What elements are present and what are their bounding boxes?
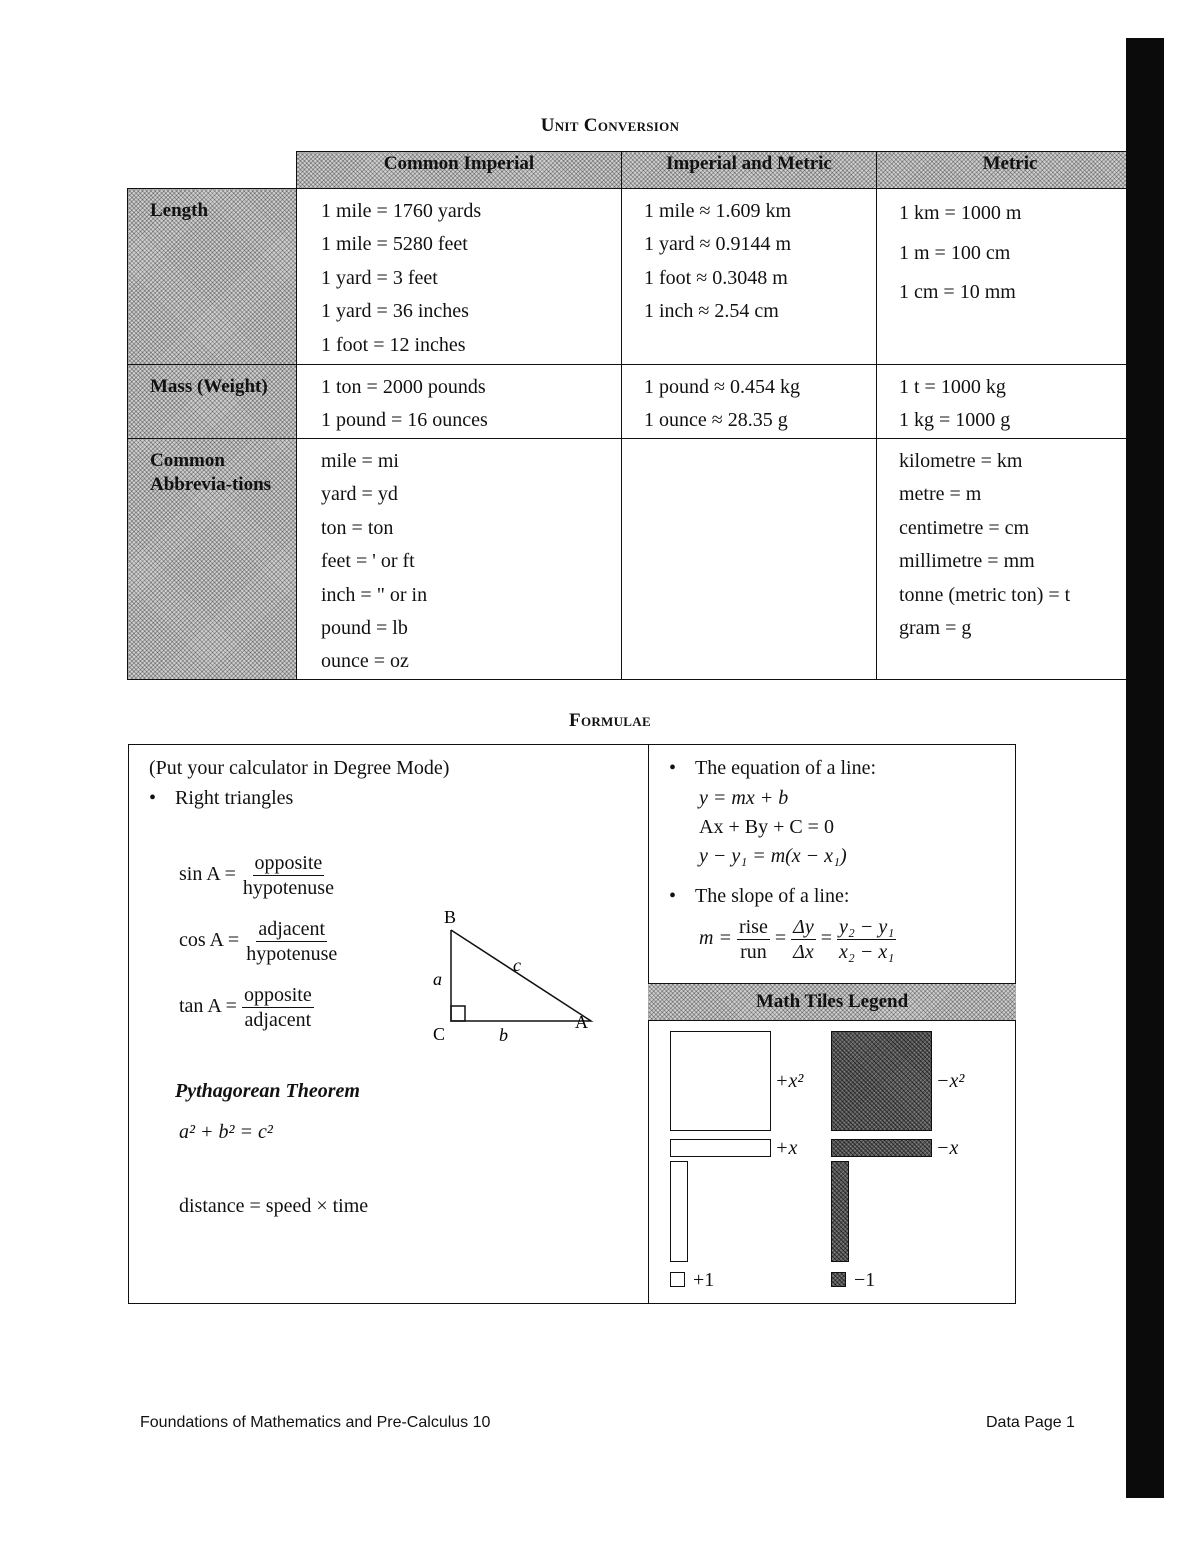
tan-lhs: tan A =: [179, 995, 237, 1018]
side-c-label: c: [513, 955, 521, 975]
pythagorean-formula: a² + b² = c²: [179, 1121, 273, 1143]
formulae-divider: [648, 745, 649, 1303]
sin-denominator: hypotenuse: [242, 877, 334, 899]
slope-fraction-points: [837, 915, 896, 964]
label-one-negative: −1: [854, 1269, 876, 1291]
slope-title: • The slope of a line:: [695, 885, 849, 908]
unit-conversion-table: [127, 151, 1144, 680]
right-triangles-label: • Right triangles: [175, 787, 293, 810]
vertex-a-label: A: [575, 1012, 588, 1032]
sin-fraction: [241, 851, 336, 900]
slope-run: run: [740, 941, 767, 963]
unit-conversion-title: Unit Conversion: [540, 115, 680, 136]
list-item: 1 yard = 3 feet: [321, 266, 438, 289]
slope-formula: [699, 915, 896, 964]
list-item: 1 mile = 5280 feet: [321, 233, 468, 256]
tile-x-negative-vertical: [831, 1161, 849, 1262]
line-eq-slope-intercept: y = mx + b: [699, 787, 789, 809]
cell-mass-imperial-metric: [622, 365, 877, 439]
row-label-mass: Mass (Weight): [128, 365, 297, 439]
list-item: feet = ' or ft: [321, 550, 415, 573]
slope-delta-y: Δy: [793, 916, 814, 938]
table-row-abbreviations: [128, 439, 1144, 680]
list-item: 1 km = 1000 m: [899, 202, 1022, 224]
cell-abbrev-imperial: [297, 439, 622, 680]
row-label-length: Length: [128, 189, 297, 365]
list-item: ton = ton: [321, 516, 394, 539]
slope-x-diff: x₂ − x₁: [839, 941, 895, 963]
slope-lhs: m =: [699, 927, 732, 950]
table-corner: [128, 152, 297, 189]
tan-formula: [179, 983, 314, 1032]
list-item: 1 yard = 36 inches: [321, 300, 469, 323]
tile-x-negative-horizontal: [831, 1139, 932, 1157]
calculator-note: (Put your calculator in Degree Mode): [149, 757, 450, 779]
tile-one-negative: [831, 1272, 846, 1287]
line-eq-point-slope: y − y₁ = m(x − x₁): [699, 845, 847, 867]
sin-formula: [179, 851, 336, 900]
label-x-squared-positive: +x²: [775, 1070, 804, 1092]
list-item: 1 cm = 10 mm: [899, 281, 1016, 303]
header-common-imperial: Common Imperial: [297, 152, 622, 189]
line-eq-general: Ax + By + C = 0: [699, 816, 834, 838]
list-item: tonne (metric ton) = t: [899, 583, 1071, 606]
label-x-positive: +x: [775, 1137, 798, 1159]
list-item: 1 foot ≈ 0.3048 m: [644, 266, 788, 289]
list-item: yard = yd: [321, 483, 398, 506]
list-item: gram = g: [899, 616, 972, 639]
header-metric: Metric: [877, 152, 1144, 189]
slope-fraction-rise-run: [737, 915, 770, 964]
right-triangle-diagram: [419, 905, 599, 1045]
cell-mass-imperial: [297, 365, 622, 439]
right-angle-marker: [451, 1006, 465, 1021]
list-item: 1 mile ≈ 1.609 km: [644, 200, 792, 222]
list-item: 1 ton = 2000 pounds: [321, 376, 486, 398]
cos-denominator: hypotenuse: [246, 943, 338, 965]
tile-one-positive: [670, 1272, 685, 1287]
list-item: 1 kg = 1000 g: [899, 409, 1011, 432]
list-item: 1 pound ≈ 0.454 kg: [644, 376, 800, 398]
slope-y-diff: y₂ − y₁: [839, 916, 895, 938]
cell-length-metric: [877, 189, 1144, 365]
cell-abbrev-imperial-metric: [622, 439, 877, 680]
list-item: ounce = oz: [321, 650, 409, 673]
table-row-length: [128, 189, 1144, 365]
list-item: mile = mi: [321, 450, 399, 472]
list-item: inch = " or in: [321, 583, 428, 606]
cos-fraction: [244, 917, 339, 966]
formulae-box: [128, 744, 1016, 1304]
list-item: 1 mile = 1760 yards: [321, 200, 482, 222]
list-item: 1 pound = 16 ounces: [321, 409, 488, 432]
table-header-row: [128, 152, 1144, 189]
tile-x-squared-negative: [831, 1031, 932, 1131]
list-item: metre = m: [899, 483, 982, 506]
cos-lhs: cos A =: [179, 929, 240, 952]
distance-formula: distance = speed × time: [179, 1195, 369, 1217]
line-equation-title: • The equation of a line:: [695, 757, 876, 780]
sin-numerator: opposite: [254, 852, 323, 874]
list-item: pound = lb: [321, 616, 408, 639]
formulae-title: Formulae: [569, 710, 651, 731]
triangle-outline: [451, 930, 591, 1021]
list-item: 1 inch ≈ 2.54 cm: [644, 300, 779, 323]
cell-length-imperial-metric: [622, 189, 877, 365]
side-b-label: b: [499, 1025, 508, 1045]
tile-x-squared-positive: [670, 1031, 771, 1131]
list-item: 1 foot = 12 inches: [321, 333, 466, 356]
equals-sign: =: [774, 927, 787, 950]
vertex-b-label: B: [444, 907, 457, 927]
list-item: 1 yard ≈ 0.9144 m: [644, 233, 792, 256]
vertex-c-label: C: [433, 1024, 446, 1044]
math-tiles-legend-header: Math Tiles Legend: [648, 983, 1016, 1021]
tan-fraction: [242, 983, 314, 1032]
footer-course-title: Foundations of Mathematics and Pre-Calculus 10: [140, 1414, 491, 1431]
header-imperial-and-metric: Imperial and Metric: [622, 152, 877, 189]
list-item: 1 m = 100 cm: [899, 242, 1011, 264]
list-item: centimetre = cm: [899, 516, 1030, 539]
tan-numerator: opposite: [243, 984, 312, 1006]
footer-page-label: Data Page 1: [986, 1414, 1075, 1431]
label-one-positive: +1: [693, 1269, 715, 1291]
sin-lhs: sin A =: [179, 863, 236, 886]
slope-delta-x: Δx: [793, 941, 814, 963]
tile-x-positive-vertical: [670, 1161, 688, 1262]
list-item: kilometre = km: [899, 450, 1023, 472]
label-x-negative: −x: [936, 1137, 959, 1159]
list-item: 1 ounce ≈ 28.35 g: [644, 409, 788, 432]
list-item: millimetre = mm: [899, 550, 1035, 573]
cell-mass-metric: [877, 365, 1144, 439]
slope-rise: rise: [738, 916, 768, 938]
pythagorean-title: Pythagorean Theorem: [175, 1080, 360, 1102]
cell-length-imperial: [297, 189, 622, 365]
label-x-squared-negative: −x²: [936, 1070, 965, 1092]
tile-x-positive-horizontal: [670, 1139, 771, 1157]
tan-denominator: adjacent: [244, 1009, 312, 1031]
cos-formula: [179, 917, 339, 966]
side-a-label: a: [433, 969, 442, 989]
row-label-abbreviations: Common Abbrevia-tions: [128, 439, 297, 680]
table-row-mass: [128, 365, 1144, 439]
cell-abbrev-metric: [877, 439, 1144, 680]
slope-fraction-delta: [791, 915, 816, 964]
list-item: 1 t = 1000 kg: [899, 376, 1006, 398]
scan-edge-bar: [1126, 38, 1164, 1498]
cos-numerator: adjacent: [258, 918, 326, 940]
equals-sign: =: [820, 927, 833, 950]
